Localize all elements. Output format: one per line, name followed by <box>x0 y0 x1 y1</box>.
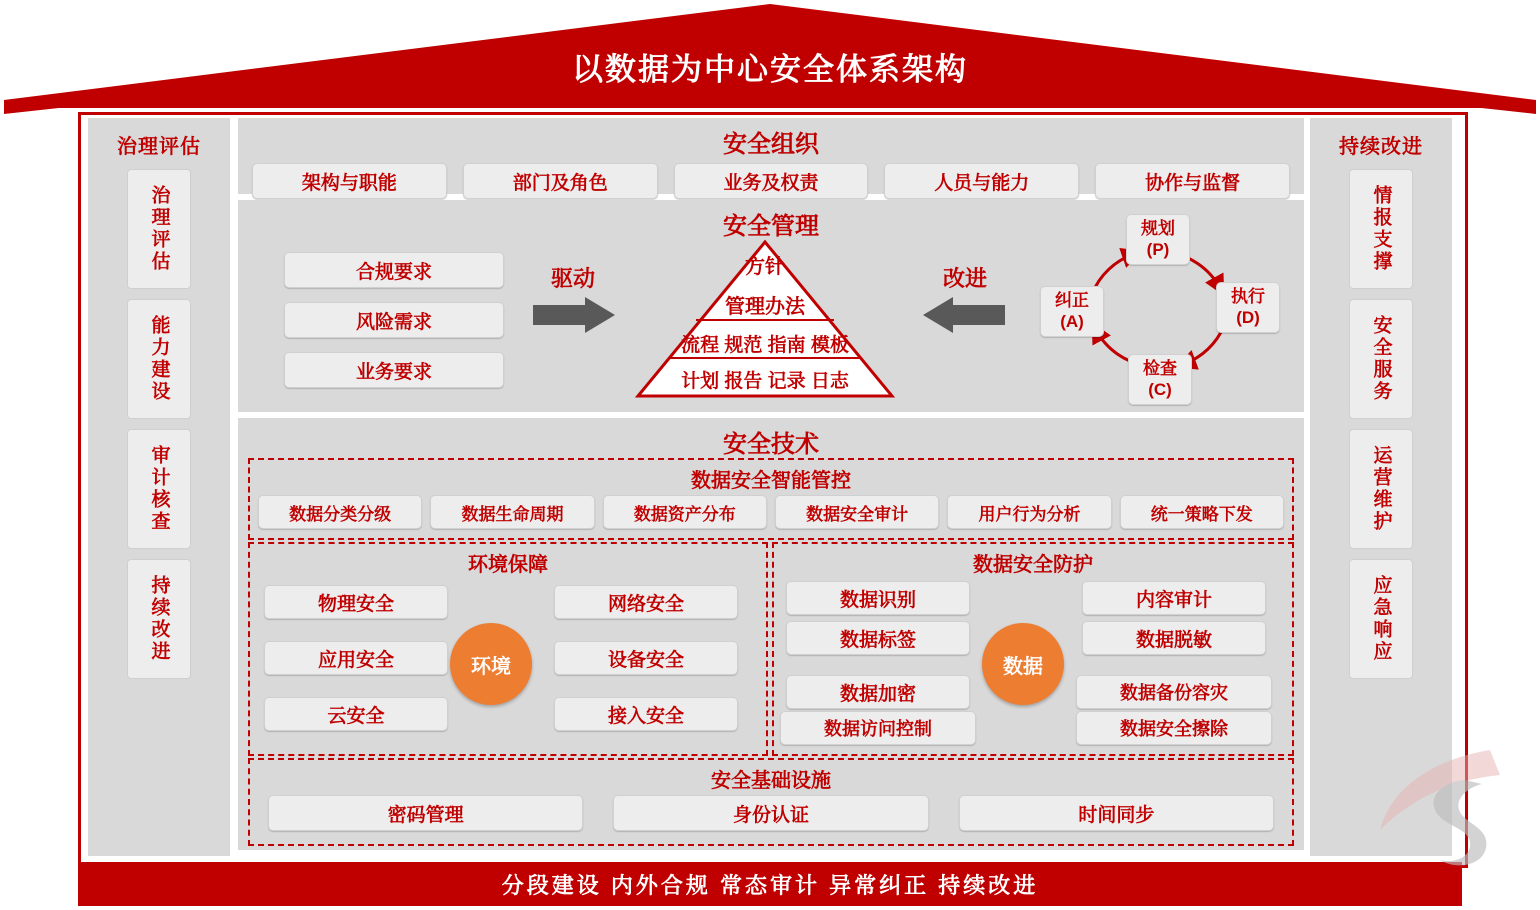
arrow-right-icon <box>523 293 623 337</box>
infra-item-0[interactable]: 密码管理 <box>268 795 583 831</box>
security-technology-panel <box>238 418 1304 850</box>
environment-group <box>248 542 768 756</box>
arrow-left-icon <box>915 293 1015 337</box>
improve-label: 改进 <box>942 266 987 291</box>
pdca-plan-line1: 规划 <box>1141 219 1175 238</box>
data-protection-title: 数据安全防护 <box>973 554 1093 576</box>
prot-left-2[interactable]: 数据加密 <box>786 675 970 709</box>
prot-left-0[interactable]: 数据识别 <box>786 581 970 615</box>
pdca-do-line2: (D) <box>1236 308 1260 327</box>
intelligent-control-title: 数据安全智能管控 <box>691 470 851 492</box>
environment-center-badge[interactable]: 环境 <box>450 623 532 705</box>
data-protection-group <box>772 542 1294 756</box>
right-column-title: 持续改进 <box>1339 136 1423 158</box>
pyramid-level-0: 方针 <box>745 256 785 278</box>
improve-arrow-group <box>910 262 1020 342</box>
pdca-check[interactable] <box>1128 354 1192 405</box>
drive-arrow-group <box>518 262 628 342</box>
intelligent-control-group <box>248 458 1294 540</box>
env-right-1[interactable]: 设备安全 <box>554 641 738 675</box>
pdca-do-line1: 执行 <box>1231 287 1265 306</box>
prot-left-3[interactable]: 数据访问控制 <box>780 711 976 745</box>
org-item-0[interactable]: 架构与职能 <box>252 163 447 199</box>
security-technology-title: 安全技术 <box>723 431 819 458</box>
env-left-0[interactable]: 物理安全 <box>264 585 448 619</box>
right-item-0[interactable]: 情报支撑 <box>1349 169 1413 289</box>
intel-item-3[interactable]: 数据安全审计 <box>775 495 939 529</box>
prot-right-3[interactable]: 数据安全擦除 <box>1076 711 1272 745</box>
security-organization-title: 安全组织 <box>723 131 819 158</box>
infrastructure-items <box>250 795 1292 831</box>
security-management-panel <box>238 200 1304 412</box>
pdca-act-line2: (A) <box>1060 312 1084 331</box>
left-item-3[interactable]: 持续改进 <box>127 559 191 679</box>
intel-item-1[interactable]: 数据生命周期 <box>430 495 594 529</box>
pdca-plan-line2: (P) <box>1146 240 1170 259</box>
pdca-check-line2: (C) <box>1148 380 1172 399</box>
pdca-plan[interactable] <box>1126 214 1190 265</box>
infra-item-1[interactable]: 身份认证 <box>613 795 928 831</box>
security-organization-items <box>238 163 1304 199</box>
pyramid-level-2: 流程 规范 指南 模板 <box>681 335 849 356</box>
footer-banner: 分段建设 内外合规 常态审计 异常纠正 持续改进 <box>78 862 1462 906</box>
env-right-0[interactable]: 网络安全 <box>554 585 738 619</box>
right-item-2[interactable]: 运营维护 <box>1349 429 1413 549</box>
infrastructure-title: 安全基础设施 <box>711 770 831 792</box>
roof-banner <box>0 0 1540 118</box>
data-center-badge[interactable]: 数据 <box>982 623 1064 705</box>
left-item-2[interactable]: 审计核查 <box>127 429 191 549</box>
env-left-2[interactable]: 云安全 <box>264 697 448 731</box>
prot-left-1[interactable]: 数据标签 <box>786 621 970 655</box>
security-organization-panel <box>238 118 1304 194</box>
left-column-title: 治理评估 <box>117 136 201 158</box>
pdca-cycle <box>1038 214 1278 404</box>
right-item-1[interactable]: 安全服务 <box>1349 299 1413 419</box>
intel-item-5[interactable]: 统一策略下发 <box>1120 495 1284 529</box>
left-item-0[interactable]: 治理评估 <box>127 169 191 289</box>
page-title: 以数据为中心安全体系架构 <box>572 52 968 87</box>
document-pyramid <box>634 238 896 400</box>
infra-item-2[interactable]: 时间同步 <box>959 795 1274 831</box>
intel-item-0[interactable]: 数据分类分级 <box>258 495 422 529</box>
pdca-act-line1: 纠正 <box>1055 291 1089 310</box>
prot-right-1[interactable]: 数据脱敏 <box>1082 621 1266 655</box>
pyramid-level-1: 管理办法 <box>725 296 805 318</box>
drive-label: 驱动 <box>550 266 595 291</box>
prot-right-0[interactable]: 内容审计 <box>1082 581 1266 615</box>
requirement-0[interactable]: 合规要求 <box>284 252 504 288</box>
environment-items <box>250 579 766 739</box>
pyramid-level-3: 计划 报告 记录 日志 <box>681 371 849 392</box>
right-column <box>1310 118 1452 856</box>
env-right-2[interactable]: 接入安全 <box>554 697 738 731</box>
left-item-1[interactable]: 能力建设 <box>127 299 191 419</box>
org-item-1[interactable]: 部门及角色 <box>463 163 658 199</box>
environment-title: 环境保障 <box>468 554 548 576</box>
prot-right-2[interactable]: 数据备份容灾 <box>1076 675 1272 709</box>
center-stack <box>238 118 1304 856</box>
data-protection-items <box>774 579 1292 739</box>
requirement-1[interactable]: 风险需求 <box>284 302 504 338</box>
org-item-2[interactable]: 业务及权责 <box>674 163 869 199</box>
security-management-title: 安全管理 <box>723 213 819 240</box>
intel-item-4[interactable]: 用户行为分析 <box>947 495 1111 529</box>
env-left-1[interactable]: 应用安全 <box>264 641 448 675</box>
org-item-4[interactable]: 协作与监督 <box>1095 163 1290 199</box>
intel-item-2[interactable]: 数据资产分布 <box>603 495 767 529</box>
pdca-do[interactable] <box>1216 282 1280 333</box>
org-item-3[interactable]: 人员与能力 <box>884 163 1079 199</box>
left-column <box>88 118 230 856</box>
intelligent-control-items <box>250 495 1292 529</box>
requirement-2[interactable]: 业务要求 <box>284 352 504 388</box>
right-item-3[interactable]: 应急响应 <box>1349 559 1413 679</box>
pdca-check-line1: 检查 <box>1143 359 1177 378</box>
management-requirements <box>284 252 504 402</box>
infrastructure-group <box>248 758 1294 846</box>
pdca-act[interactable] <box>1040 286 1104 337</box>
